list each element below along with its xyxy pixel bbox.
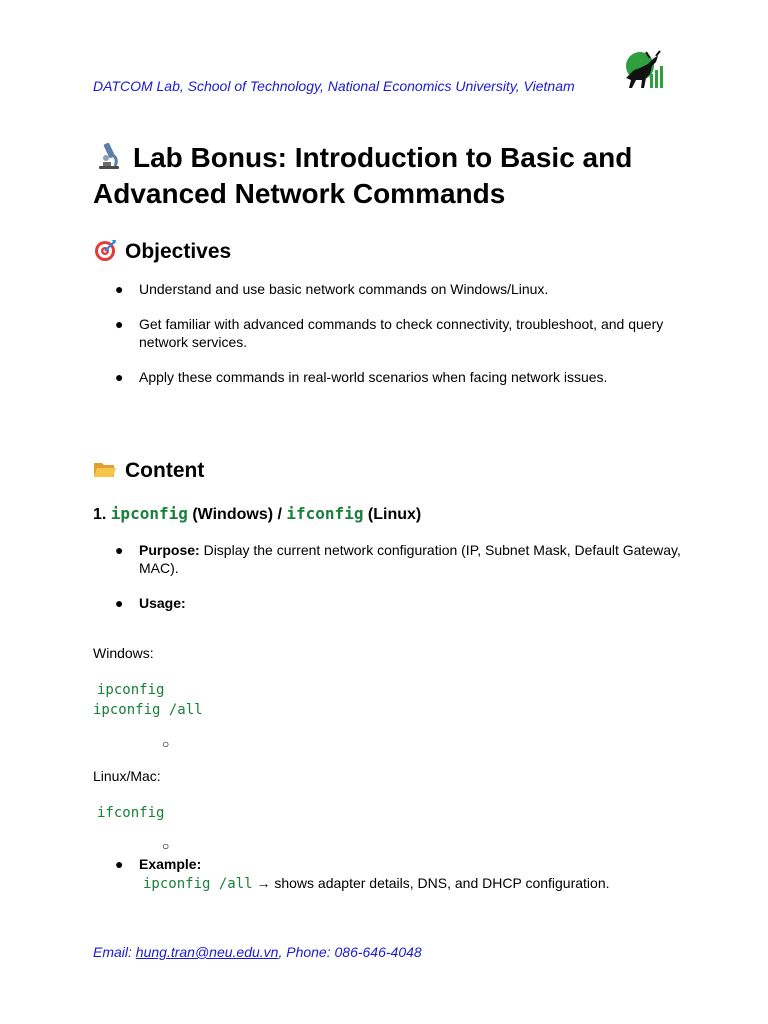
sub-bullet: ○ bbox=[162, 737, 170, 751]
content-heading bbox=[93, 457, 204, 485]
email-label: Email: bbox=[93, 944, 132, 960]
code-line: ipconfig /all bbox=[93, 702, 203, 718]
command-ipconfig: ipconfig bbox=[110, 504, 188, 523]
footer-contact bbox=[93, 944, 422, 960]
os-linux-label: (Linux) bbox=[367, 506, 422, 523]
linux-label: Linux/Mac: bbox=[93, 768, 161, 784]
windows-label: Windows: bbox=[93, 645, 154, 661]
list-item: ● Get familiar with advanced commands to check connectivity, troubleshoot, and query network services. bbox=[115, 316, 664, 350]
list-item: ● Example: bbox=[115, 856, 202, 872]
code-line: ipconfig bbox=[97, 682, 165, 698]
microscope-icon bbox=[93, 140, 125, 172]
example-list bbox=[93, 855, 693, 873]
os-windows-label: (Windows) / bbox=[192, 506, 282, 523]
section-1-heading bbox=[93, 503, 421, 526]
section-number: 1. bbox=[93, 506, 107, 523]
example-line bbox=[143, 874, 610, 893]
target-icon bbox=[93, 238, 117, 262]
email-link[interactable]: hung.tran@neu.edu.vn bbox=[135, 944, 279, 960]
objectives-heading bbox=[93, 238, 231, 266]
sub-bullet: ○ bbox=[162, 839, 170, 853]
list-item-text: Understand and use basic network commands on Windows/Linux. bbox=[139, 281, 549, 297]
code-line: ifconfig bbox=[97, 805, 165, 821]
objectives-list bbox=[93, 280, 693, 386]
command-ifconfig: ifconfig bbox=[286, 504, 364, 523]
list-item-text: Get familiar with advanced commands to check connectivity, troubleshoot, and query network services. bbox=[139, 316, 664, 350]
page-title-text: Lab Bonus: Introduction to Basic and Advanced Network Commands bbox=[93, 142, 633, 209]
example-code: ipconfig /all bbox=[143, 876, 253, 892]
usage-label: Usage: bbox=[139, 595, 186, 611]
phone-text: , Phone: 086-646-4048 bbox=[278, 944, 422, 960]
page-title bbox=[93, 140, 693, 212]
bull-chart-logo bbox=[620, 48, 664, 92]
objectives-heading-text: Objectives bbox=[125, 240, 232, 263]
list-item: ● Purpose: Display the current network configuration (IP, Subnet Mask, Default Gateway, MAC). bbox=[115, 542, 681, 576]
purpose-label: Purpose: bbox=[139, 542, 200, 558]
open-folder-icon bbox=[93, 457, 117, 481]
list-item: ● Understand and use basic network commands on Windows/Linux. bbox=[115, 281, 549, 297]
example-label: Example: bbox=[139, 856, 202, 872]
section-1-list bbox=[93, 541, 693, 612]
content-heading-text: Content bbox=[125, 459, 205, 482]
purpose-text: Display the current network configuration (IP, Subnet Mask, Default Gateway, MAC). bbox=[139, 542, 681, 576]
header-affiliation: DATCOM Lab, School of Technology, National Economics University, Vietnam bbox=[93, 78, 575, 94]
list-item-text: Apply these commands in real-world scenarios when facing network issues. bbox=[139, 369, 608, 385]
example-text: → shows adapter details, DNS, and DHCP configuration. bbox=[256, 875, 610, 891]
list-item: ● Apply these commands in real-world scenarios when facing network issues. bbox=[115, 369, 608, 385]
list-item: ● Usage: bbox=[115, 595, 186, 611]
